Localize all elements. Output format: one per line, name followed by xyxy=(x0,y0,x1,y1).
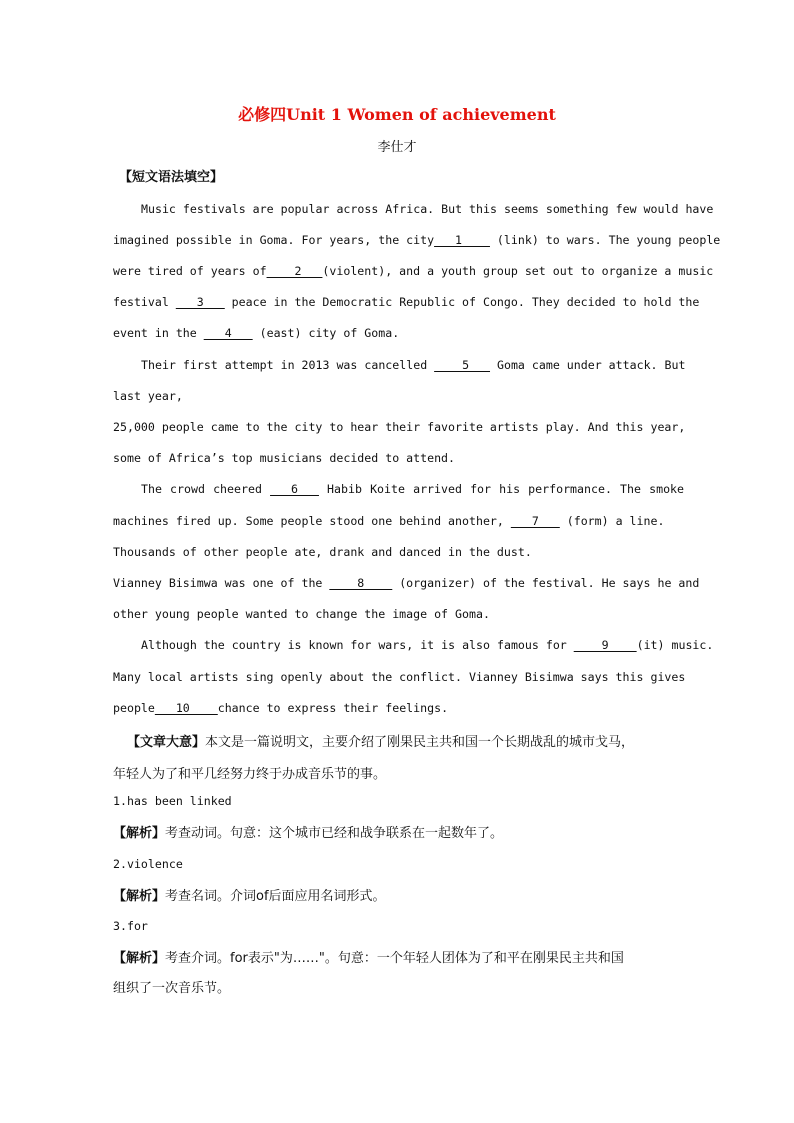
passage-line: festival ___3___ peace in the Democratic Republic of Congo. They decided to hold the xyxy=(113,295,700,309)
document-title: 必修四Unit 1 Women of achievement xyxy=(238,105,556,124)
blank-1: ___1____ xyxy=(434,233,490,247)
passage-line: Although the country is known for wars, it is also famous for ____9____(it) music. xyxy=(141,638,714,652)
explanation-3: 【解析】考查介词。for表示"为……"。句意：一个年轻人团体为了和平在刚果民主共和国 xyxy=(113,951,624,966)
passage-line: imagined possible in Goma. For years, the city___1____ (link) to wars. The young people xyxy=(113,233,721,247)
passage-line: The crowd cheered ___6___ Habib Koite arrived for his performance. The smoke xyxy=(141,482,685,496)
passage-line: machines fired up. Some people stood one behind another, ___7___ (form) a line. xyxy=(113,514,665,528)
summary-label: 【文章大意】 xyxy=(127,735,206,750)
blank-5: ____5___ xyxy=(434,358,491,372)
blank-2: ____2___ xyxy=(266,264,323,278)
passage-line: 25,000 people came to the city to hear their favorite artists play. And this year, xyxy=(113,420,686,434)
blank-10: ___10____ xyxy=(154,701,218,715)
answer-3: 3.for xyxy=(113,919,148,933)
summary-text: 本文是一篇说明文，主要介绍了刚果民主共和国一个长期战乱的城市戈马， xyxy=(205,735,635,750)
passage-line: Their first attempt in 2013 was cancelled ____5___ Goma came under attack. But xyxy=(141,358,686,372)
author-name: 李仕才 xyxy=(377,140,417,155)
explanation-3-continued: 组织了一次音乐节。 xyxy=(113,981,231,996)
passage-line: Thousands of other people ate, drank and danced in the dust. xyxy=(113,545,532,559)
passage-line: Many local artists sing openly about the conflict. Vianney Bisimwa says this gives xyxy=(113,670,686,684)
blank-9: ____9____ xyxy=(573,638,637,652)
passage-line: Vianney Bisimwa was one of the ____8____ (organizer) of the festival. He says he and xyxy=(113,576,700,590)
summary-line xyxy=(127,731,698,750)
passage-line: Music festivals are popular across Africa. But this seems something few would have xyxy=(141,202,714,216)
answer-2: 2.violence xyxy=(113,857,183,871)
blank-7: ___7___ xyxy=(510,514,560,528)
explanation-2: 【解析】考查名词。介词of后面应用名词形式。 xyxy=(113,889,386,904)
blank-4: ___4___ xyxy=(203,326,253,340)
passage-line: last year, xyxy=(113,389,183,403)
section-heading: 【短文语法填空】 xyxy=(119,170,224,185)
answer-1: 1.has been linked xyxy=(113,794,232,808)
passage-line: some of Africa’s top musicians decided to attend. xyxy=(113,451,456,465)
explanation-1: 【解析】考查动词。句意：这个城市已经和战争联系在一起数年了。 xyxy=(113,826,504,841)
blank-6: ___6___ xyxy=(270,482,319,496)
summary-line: 年轻人为了和平几经努力终于办成音乐节的事。 xyxy=(113,767,387,782)
passage-line: people___10____chance to express their feelings. xyxy=(113,701,449,715)
blank-3: ___3___ xyxy=(175,295,225,309)
passage-line: event in the ___4___ (east) city of Goma. xyxy=(113,326,400,340)
passage-line: were tired of years of____2___(violent), and a youth group set out to organize a music xyxy=(113,264,714,278)
blank-8: ____8____ xyxy=(329,576,393,590)
passage-line: other young people wanted to change the image of Goma. xyxy=(113,607,490,621)
